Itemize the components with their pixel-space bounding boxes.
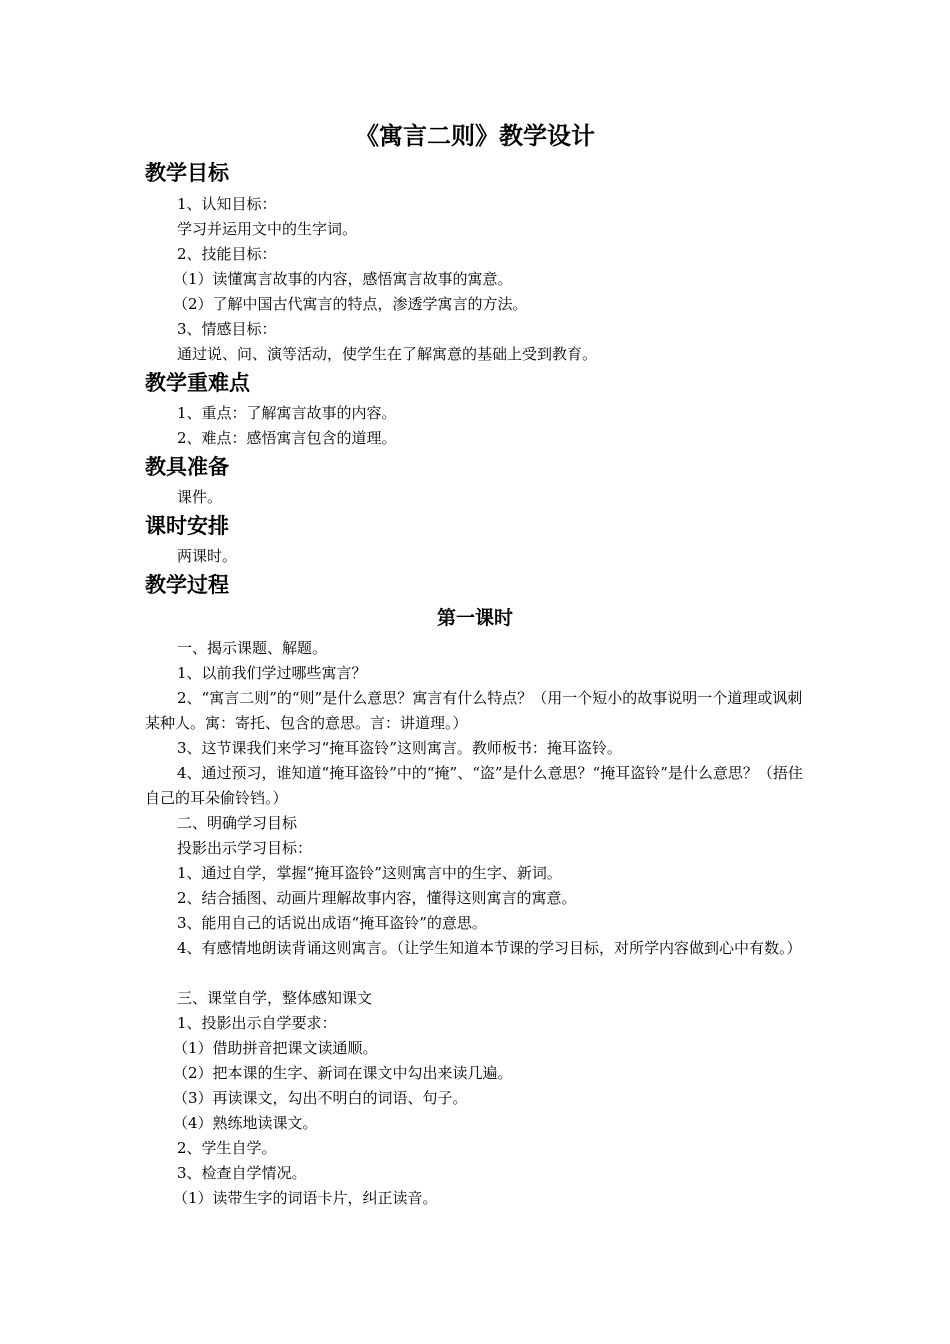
heading-objectives: 教学目标 <box>145 161 229 185</box>
text-line: 课件。 <box>177 488 223 506</box>
text-line: 1、投影出示自学要求： <box>177 1014 337 1032</box>
text-line: 1、通过自学，掌握“掩耳盗铃”这则寓言中的生字、新词。 <box>177 864 562 882</box>
text-line: 3、能用自己的话说出成语“掩耳盗铃”的意思。 <box>177 914 487 932</box>
text-line: 通过说、问、演等活动，使学生在了解寓意的基础上受到教育。 <box>177 345 598 363</box>
text-line: （2）了解中国古代寓言的特点，渗透学寓言的方法。 <box>173 295 528 313</box>
heading-key-points: 教学重难点 <box>145 371 250 395</box>
text-line: 一、揭示课题、解题。 <box>177 639 328 657</box>
text-line: 1、认知目标： <box>177 195 277 213</box>
text-line: 1、重点：了解寓言故事的内容。 <box>177 404 397 422</box>
text-paragraph: 2、“寓言二则”的“则”是什么意思？寓言有什么特点？（用一个短小的故事说明一个道理或讽刺某种人。寓：寄托、包含的意思。言：讲道理。） <box>145 689 803 732</box>
text-line: 2、学生自学。 <box>177 1139 277 1157</box>
text-line: 1、以前我们学过哪些寓言？ <box>177 664 367 682</box>
text-line: （1）读懂寓言故事的内容，感悟寓言故事的寓意。 <box>173 270 513 288</box>
text-paragraph: 4、有感情地朗读背诵这则寓言。（让学生知道本节课的学习目标，对所学内容做到心中有数。） <box>177 939 802 957</box>
text-line: 2、技能目标： <box>177 245 277 263</box>
document-title: 《寓言二则》教学设计 <box>355 122 595 150</box>
heading-schedule: 课时安排 <box>145 514 229 538</box>
text-line: 3、检查自学情况。 <box>177 1164 307 1182</box>
text-line: 2、结合插图、动画片理解故事内容，懂得这则寓言的寓意。 <box>177 889 577 907</box>
text-line: （1）读带生字的词语卡片，纠正读音。 <box>173 1189 438 1207</box>
text-line: 三、课堂自学，整体感知课文 <box>177 989 373 1007</box>
heading-process: 教学过程 <box>145 573 229 597</box>
text-line: 2、难点：感悟寓言包含的道理。 <box>177 429 397 447</box>
text-line: 投影出示学习目标： <box>177 839 313 857</box>
text-line: （3）再读课文，勾出不明白的词语、句子。 <box>173 1089 468 1107</box>
text-line: 二、明确学习目标 <box>177 814 298 832</box>
text-line: 学习并运用文中的生字词。 <box>177 220 358 238</box>
text-line: （1）借助拼音把课文读通顺。 <box>173 1039 378 1057</box>
heading-materials: 教具准备 <box>145 455 229 479</box>
text-line: 3、这节课我们来学习“掩耳盗铃”这则寓言。教师板书：掩耳盗铃。 <box>177 739 622 757</box>
text-line: （2）把本课的生字、新词在课文中勾出来读几遍。 <box>173 1064 513 1082</box>
lesson-title: 第一课时 <box>436 607 513 629</box>
text-line: 3、情感目标： <box>177 320 277 338</box>
text-paragraph: 4、通过预习，谁知道“掩耳盗铃”中的“掩”、“盗”是什么意思？“掩耳盗铃”是什么意思？（捂住自己的耳朵偷铃铛。） <box>145 764 803 807</box>
text-line: 两课时。 <box>177 547 238 565</box>
text-line: （4）熟练地读课文。 <box>173 1114 318 1132</box>
